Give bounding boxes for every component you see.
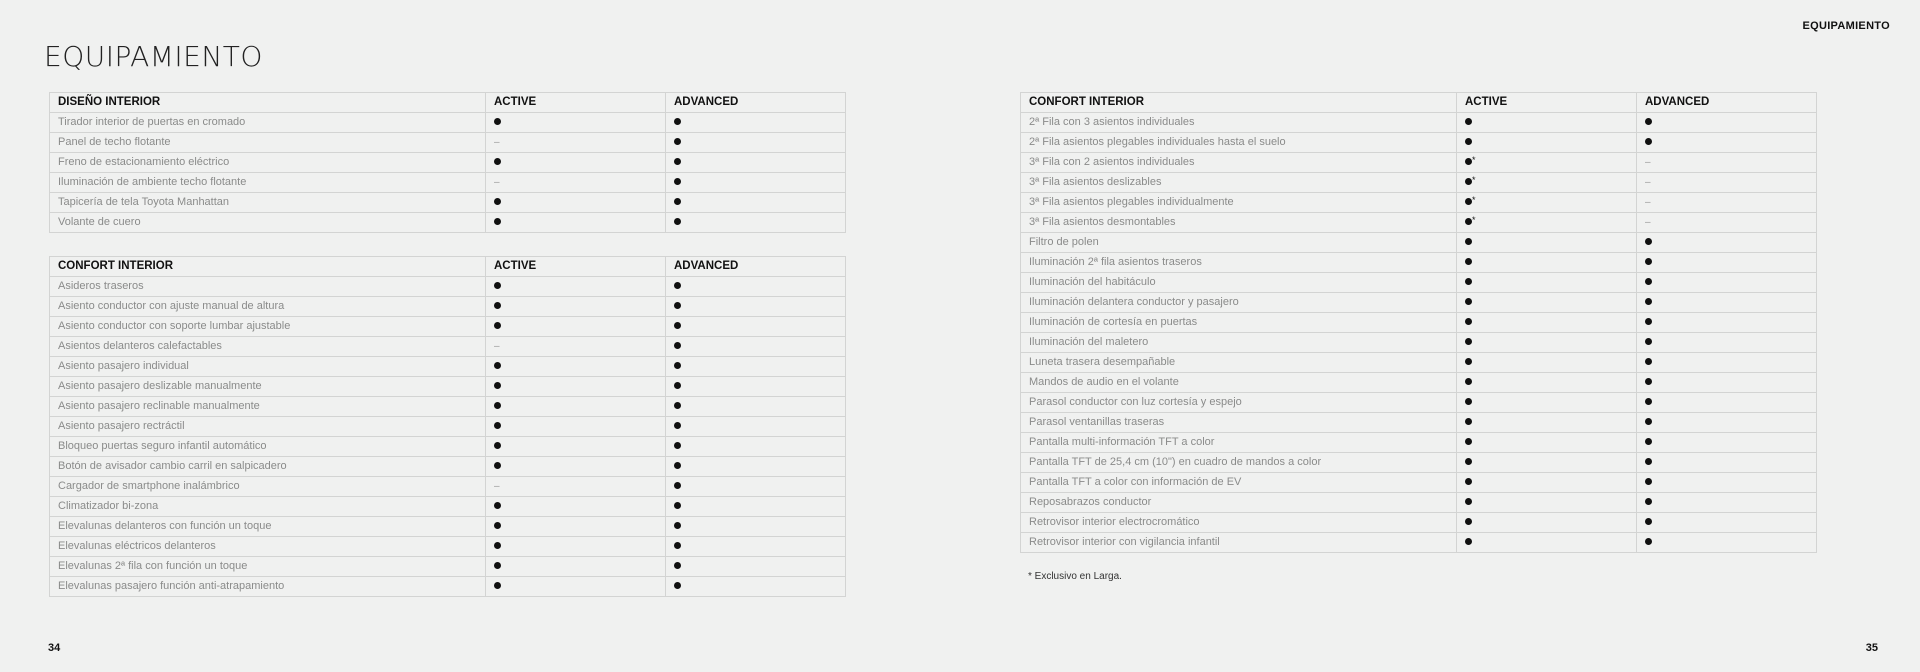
standard-dot-icon	[494, 158, 501, 165]
feature-name: Elevalunas 2ª fila con función un toque	[50, 557, 486, 577]
table-row	[50, 477, 846, 497]
column-header: ACTIVE	[1457, 93, 1637, 113]
feature-name: Tapicería de tela Toyota Manhattan	[50, 193, 486, 213]
standard-dot-icon	[674, 138, 681, 145]
availability-cell	[1637, 153, 1817, 173]
availability-cell	[1457, 133, 1637, 153]
availability-cell	[1457, 293, 1637, 313]
table-row	[50, 437, 846, 457]
table-row	[1021, 313, 1817, 333]
availability-cell	[486, 557, 666, 577]
availability-cell	[1457, 333, 1637, 353]
availability-cell	[1457, 513, 1637, 533]
not-available-dash: –	[1645, 217, 1651, 228]
standard-dot-icon	[1645, 538, 1652, 545]
availability-cell	[1637, 513, 1817, 533]
feature-name: Panel de techo flotante	[50, 133, 486, 153]
not-available-dash: –	[1645, 197, 1651, 208]
availability-cell	[1637, 473, 1817, 493]
standard-dot-icon	[1465, 458, 1472, 465]
standard-dot-icon	[1645, 258, 1652, 265]
feature-name: Iluminación del maletero	[1021, 333, 1457, 353]
standard-dot-icon	[494, 462, 501, 469]
table-row	[50, 357, 846, 377]
availability-cell	[666, 517, 846, 537]
availability-cell	[1637, 113, 1817, 133]
feature-name: Asiento pasajero reclinable manualmente	[50, 397, 486, 417]
table-row	[1021, 413, 1817, 433]
table-row	[1021, 493, 1817, 513]
standard-dot-icon	[1465, 398, 1472, 405]
standard-dot-icon	[674, 322, 681, 329]
availability-cell	[486, 497, 666, 517]
table-row	[50, 417, 846, 437]
feature-name: 2ª Fila con 3 asientos individuales	[1021, 113, 1457, 133]
running-head: EQUIPAMIENTO	[1802, 20, 1890, 32]
feature-name: Iluminación de cortesía en puertas	[1021, 313, 1457, 333]
availability-cell	[1457, 533, 1637, 553]
feature-name: Asiento pasajero individual	[50, 357, 486, 377]
feature-name: Tirador interior de puertas en cromado	[50, 113, 486, 133]
availability-cell	[1637, 533, 1817, 553]
feature-name: 3ª Fila asientos plegables individualmente	[1021, 193, 1457, 213]
standard-dot-icon	[674, 582, 681, 589]
standard-dot-icon	[494, 322, 501, 329]
standard-dot-icon	[494, 302, 501, 309]
standard-dot-icon	[1465, 238, 1472, 245]
availability-cell	[1457, 153, 1637, 173]
feature-name: Botón de avisador cambio carril en salpicadero	[50, 457, 486, 477]
standard-dot-icon	[1645, 298, 1652, 305]
standard-dot-icon	[1465, 178, 1472, 185]
availability-cell	[1457, 253, 1637, 273]
footnote-marker: *	[1472, 155, 1476, 165]
availability-cell	[1457, 353, 1637, 373]
feature-name: Asientos delanteros calefactables	[50, 337, 486, 357]
availability-cell	[1637, 413, 1817, 433]
availability-cell	[1637, 233, 1817, 253]
standard-dot-icon	[674, 542, 681, 549]
table-row	[50, 193, 846, 213]
table-row	[1021, 153, 1817, 173]
availability-cell	[666, 417, 846, 437]
table-row	[50, 537, 846, 557]
standard-dot-icon	[674, 442, 681, 449]
standard-dot-icon	[674, 562, 681, 569]
availability-cell	[1637, 433, 1817, 453]
table-row	[50, 133, 846, 153]
availability-cell	[666, 377, 846, 397]
availability-cell	[666, 213, 846, 233]
availability-cell	[1637, 353, 1817, 373]
table-row	[1021, 133, 1817, 153]
availability-cell	[666, 297, 846, 317]
table-row	[50, 557, 846, 577]
availability-cell	[666, 193, 846, 213]
feature-name: Pantalla TFT a color con información de EV	[1021, 473, 1457, 493]
feature-name: Elevalunas eléctricos delanteros	[50, 537, 486, 557]
column-header: ACTIVE	[486, 257, 666, 277]
feature-name: Cargador de smartphone inalámbrico	[50, 477, 486, 497]
feature-name: Parasol ventanillas traseras	[1021, 413, 1457, 433]
availability-cell	[486, 317, 666, 337]
standard-dot-icon	[674, 362, 681, 369]
not-available-dash: –	[1645, 177, 1651, 188]
standard-dot-icon	[674, 118, 681, 125]
standard-dot-icon	[1465, 218, 1472, 225]
availability-cell	[666, 477, 846, 497]
table-row	[50, 173, 846, 193]
availability-cell	[1457, 233, 1637, 253]
availability-cell	[1637, 293, 1817, 313]
standard-dot-icon	[1465, 198, 1472, 205]
feature-name: Mandos de audio en el volante	[1021, 373, 1457, 393]
standard-dot-icon	[1465, 438, 1472, 445]
feature-name: Elevalunas pasajero función anti-atrapamiento	[50, 577, 486, 597]
standard-dot-icon	[494, 382, 501, 389]
availability-cell	[1457, 433, 1637, 453]
standard-dot-icon	[1465, 278, 1472, 285]
feature-name: 3ª Fila asientos desmontables	[1021, 213, 1457, 233]
standard-dot-icon	[1465, 498, 1472, 505]
feature-name: Bloqueo puertas seguro infantil automático	[50, 437, 486, 457]
standard-dot-icon	[1465, 518, 1472, 525]
standard-dot-icon	[1465, 138, 1472, 145]
table-row	[1021, 273, 1817, 293]
availability-cell	[1457, 273, 1637, 293]
availability-cell	[666, 537, 846, 557]
availability-cell	[1637, 373, 1817, 393]
availability-cell	[486, 457, 666, 477]
availability-cell	[666, 113, 846, 133]
availability-cell	[666, 277, 846, 297]
standard-dot-icon	[1645, 138, 1652, 145]
standard-dot-icon	[1465, 338, 1472, 345]
section-header: CONFORT INTERIOR	[50, 257, 486, 277]
availability-cell	[1457, 173, 1637, 193]
standard-dot-icon	[1645, 238, 1652, 245]
availability-cell	[1637, 193, 1817, 213]
feature-name: 2ª Fila asientos plegables individuales hasta el suelo	[1021, 133, 1457, 153]
standard-dot-icon	[1645, 458, 1652, 465]
availability-cell	[486, 133, 666, 153]
table-row	[1021, 533, 1817, 553]
availability-cell	[486, 193, 666, 213]
table-row	[1021, 353, 1817, 373]
footnote: * Exclusivo en Larga.	[1028, 571, 1122, 582]
availability-cell	[666, 497, 846, 517]
availability-cell	[666, 577, 846, 597]
table-header-row	[1021, 93, 1817, 113]
availability-cell	[666, 173, 846, 193]
availability-cell	[1457, 453, 1637, 473]
table-row	[50, 337, 846, 357]
availability-cell	[1637, 213, 1817, 233]
availability-cell	[486, 477, 666, 497]
availability-cell	[1457, 393, 1637, 413]
availability-cell	[1457, 373, 1637, 393]
table-confort-interior-1	[49, 256, 846, 597]
standard-dot-icon	[1465, 298, 1472, 305]
availability-cell	[666, 357, 846, 377]
availability-cell	[486, 213, 666, 233]
availability-cell	[486, 377, 666, 397]
section-header: DISEÑO INTERIOR	[50, 93, 486, 113]
availability-cell	[486, 437, 666, 457]
standard-dot-icon	[494, 542, 501, 549]
table-row	[50, 297, 846, 317]
availability-cell	[1457, 313, 1637, 333]
table-row	[1021, 433, 1817, 453]
feature-name: Retrovisor interior electrocromático	[1021, 513, 1457, 533]
table-row	[50, 113, 846, 133]
feature-name: Iluminación delantera conductor y pasajero	[1021, 293, 1457, 313]
feature-name: Climatizador bi-zona	[50, 497, 486, 517]
availability-cell	[486, 277, 666, 297]
feature-name: Asiento pasajero deslizable manualmente	[50, 377, 486, 397]
standard-dot-icon	[1645, 338, 1652, 345]
standard-dot-icon	[1465, 538, 1472, 545]
availability-cell	[1637, 133, 1817, 153]
table-row	[50, 577, 846, 597]
availability-cell	[1457, 473, 1637, 493]
footnote-marker: *	[1472, 195, 1476, 205]
standard-dot-icon	[1645, 478, 1652, 485]
standard-dot-icon	[1645, 418, 1652, 425]
standard-dot-icon	[674, 342, 681, 349]
standard-dot-icon	[674, 502, 681, 509]
feature-name: Luneta trasera desempañable	[1021, 353, 1457, 373]
feature-name: Iluminación 2ª fila asientos traseros	[1021, 253, 1457, 273]
table-row	[1021, 233, 1817, 253]
standard-dot-icon	[674, 198, 681, 205]
table-row	[50, 517, 846, 537]
table-confort-interior-2	[1020, 92, 1817, 553]
standard-dot-icon	[674, 158, 681, 165]
standard-dot-icon	[1645, 118, 1652, 125]
standard-dot-icon	[1465, 378, 1472, 385]
availability-cell	[486, 577, 666, 597]
standard-dot-icon	[494, 522, 501, 529]
feature-name: Pantalla multi-información TFT a color	[1021, 433, 1457, 453]
availability-cell	[1637, 173, 1817, 193]
table-diseno-interior	[49, 92, 846, 233]
table-row	[1021, 393, 1817, 413]
feature-name: Filtro de polen	[1021, 233, 1457, 253]
not-available-dash: –	[494, 177, 500, 188]
feature-name: Freno de estacionamiento eléctrico	[50, 153, 486, 173]
availability-cell	[1637, 333, 1817, 353]
availability-cell	[486, 337, 666, 357]
table-row	[50, 397, 846, 417]
availability-cell	[1457, 113, 1637, 133]
standard-dot-icon	[494, 442, 501, 449]
feature-name: Iluminación de ambiente techo flotante	[50, 173, 486, 193]
table-row	[50, 457, 846, 477]
standard-dot-icon	[1465, 118, 1472, 125]
table-row	[1021, 473, 1817, 493]
standard-dot-icon	[1645, 498, 1652, 505]
standard-dot-icon	[494, 502, 501, 509]
page-title: EQUIPAMIENTO	[44, 40, 263, 73]
availability-cell	[486, 173, 666, 193]
standard-dot-icon	[494, 218, 501, 225]
availability-cell	[486, 357, 666, 377]
footnote-marker: *	[1472, 215, 1476, 225]
table-row	[50, 153, 846, 173]
availability-cell	[1457, 193, 1637, 213]
feature-name: Elevalunas delanteros con función un toque	[50, 517, 486, 537]
standard-dot-icon	[494, 562, 501, 569]
not-available-dash: –	[494, 481, 500, 492]
feature-name: Volante de cuero	[50, 213, 486, 233]
table-row	[50, 277, 846, 297]
table-row	[1021, 513, 1817, 533]
table-row	[1021, 173, 1817, 193]
standard-dot-icon	[1465, 258, 1472, 265]
availability-cell	[666, 437, 846, 457]
standard-dot-icon	[1645, 398, 1652, 405]
availability-cell	[486, 537, 666, 557]
standard-dot-icon	[674, 402, 681, 409]
availability-cell	[486, 397, 666, 417]
table-row	[1021, 193, 1817, 213]
availability-cell	[486, 113, 666, 133]
standard-dot-icon	[494, 118, 501, 125]
table-row	[50, 377, 846, 397]
standard-dot-icon	[1465, 318, 1472, 325]
feature-name: Parasol conductor con luz cortesía y espejo	[1021, 393, 1457, 413]
standard-dot-icon	[1645, 438, 1652, 445]
feature-name: Asiento conductor con soporte lumbar ajustable	[50, 317, 486, 337]
availability-cell	[1637, 453, 1817, 473]
standard-dot-icon	[674, 218, 681, 225]
standard-dot-icon	[674, 462, 681, 469]
standard-dot-icon	[1645, 378, 1652, 385]
column-header: ADVANCED	[666, 93, 846, 113]
standard-dot-icon	[674, 178, 681, 185]
standard-dot-icon	[674, 282, 681, 289]
table-header-row	[50, 93, 846, 113]
not-available-dash: –	[1645, 157, 1651, 168]
availability-cell	[1457, 493, 1637, 513]
feature-name: Asiento pasajero rectráctil	[50, 417, 486, 437]
feature-name: Asideros traseros	[50, 277, 486, 297]
availability-cell	[486, 153, 666, 173]
table-row	[50, 317, 846, 337]
table-row	[1021, 213, 1817, 233]
availability-cell	[1637, 313, 1817, 333]
table-row	[50, 497, 846, 517]
table-header-row	[50, 257, 846, 277]
availability-cell	[666, 337, 846, 357]
feature-name: Iluminación del habitáculo	[1021, 273, 1457, 293]
feature-name: 3ª Fila asientos deslizables	[1021, 173, 1457, 193]
table-row	[1021, 373, 1817, 393]
standard-dot-icon	[1465, 418, 1472, 425]
availability-cell	[1637, 393, 1817, 413]
availability-cell	[666, 153, 846, 173]
page-number-right: 35	[1865, 642, 1878, 654]
standard-dot-icon	[1645, 518, 1652, 525]
not-available-dash: –	[494, 341, 500, 352]
standard-dot-icon	[494, 402, 501, 409]
availability-cell	[1637, 493, 1817, 513]
footnote-marker: *	[1472, 175, 1476, 185]
page-number-left: 34	[48, 642, 61, 654]
standard-dot-icon	[1645, 318, 1652, 325]
availability-cell	[1457, 213, 1637, 233]
standard-dot-icon	[1645, 278, 1652, 285]
availability-cell	[1637, 253, 1817, 273]
standard-dot-icon	[674, 302, 681, 309]
column-header: ADVANCED	[666, 257, 846, 277]
standard-dot-icon	[674, 382, 681, 389]
standard-dot-icon	[1465, 358, 1472, 365]
availability-cell	[486, 297, 666, 317]
table-row	[1021, 333, 1817, 353]
standard-dot-icon	[494, 422, 501, 429]
availability-cell	[1637, 273, 1817, 293]
standard-dot-icon	[494, 282, 501, 289]
table-row	[1021, 113, 1817, 133]
availability-cell	[666, 457, 846, 477]
table-row	[1021, 453, 1817, 473]
column-header: ACTIVE	[486, 93, 666, 113]
availability-cell	[1457, 413, 1637, 433]
availability-cell	[486, 517, 666, 537]
availability-cell	[666, 557, 846, 577]
feature-name: Asiento conductor con ajuste manual de altura	[50, 297, 486, 317]
standard-dot-icon	[1465, 158, 1472, 165]
availability-cell	[666, 397, 846, 417]
standard-dot-icon	[674, 422, 681, 429]
feature-name: Pantalla TFT de 25,4 cm (10") en cuadro de mandos a color	[1021, 453, 1457, 473]
table-row	[1021, 293, 1817, 313]
table-row	[1021, 253, 1817, 273]
section-header: CONFORT INTERIOR	[1021, 93, 1457, 113]
standard-dot-icon	[1465, 478, 1472, 485]
standard-dot-icon	[494, 362, 501, 369]
standard-dot-icon	[1645, 358, 1652, 365]
table-row	[50, 213, 846, 233]
not-available-dash: –	[494, 137, 500, 148]
feature-name: Reposabrazos conductor	[1021, 493, 1457, 513]
standard-dot-icon	[674, 482, 681, 489]
availability-cell	[486, 417, 666, 437]
standard-dot-icon	[494, 198, 501, 205]
availability-cell	[666, 317, 846, 337]
standard-dot-icon	[674, 522, 681, 529]
availability-cell	[666, 133, 846, 153]
standard-dot-icon	[494, 582, 501, 589]
column-header: ADVANCED	[1637, 93, 1817, 113]
feature-name: Retrovisor interior con vigilancia infantil	[1021, 533, 1457, 553]
feature-name: 3ª Fila con 2 asientos individuales	[1021, 153, 1457, 173]
